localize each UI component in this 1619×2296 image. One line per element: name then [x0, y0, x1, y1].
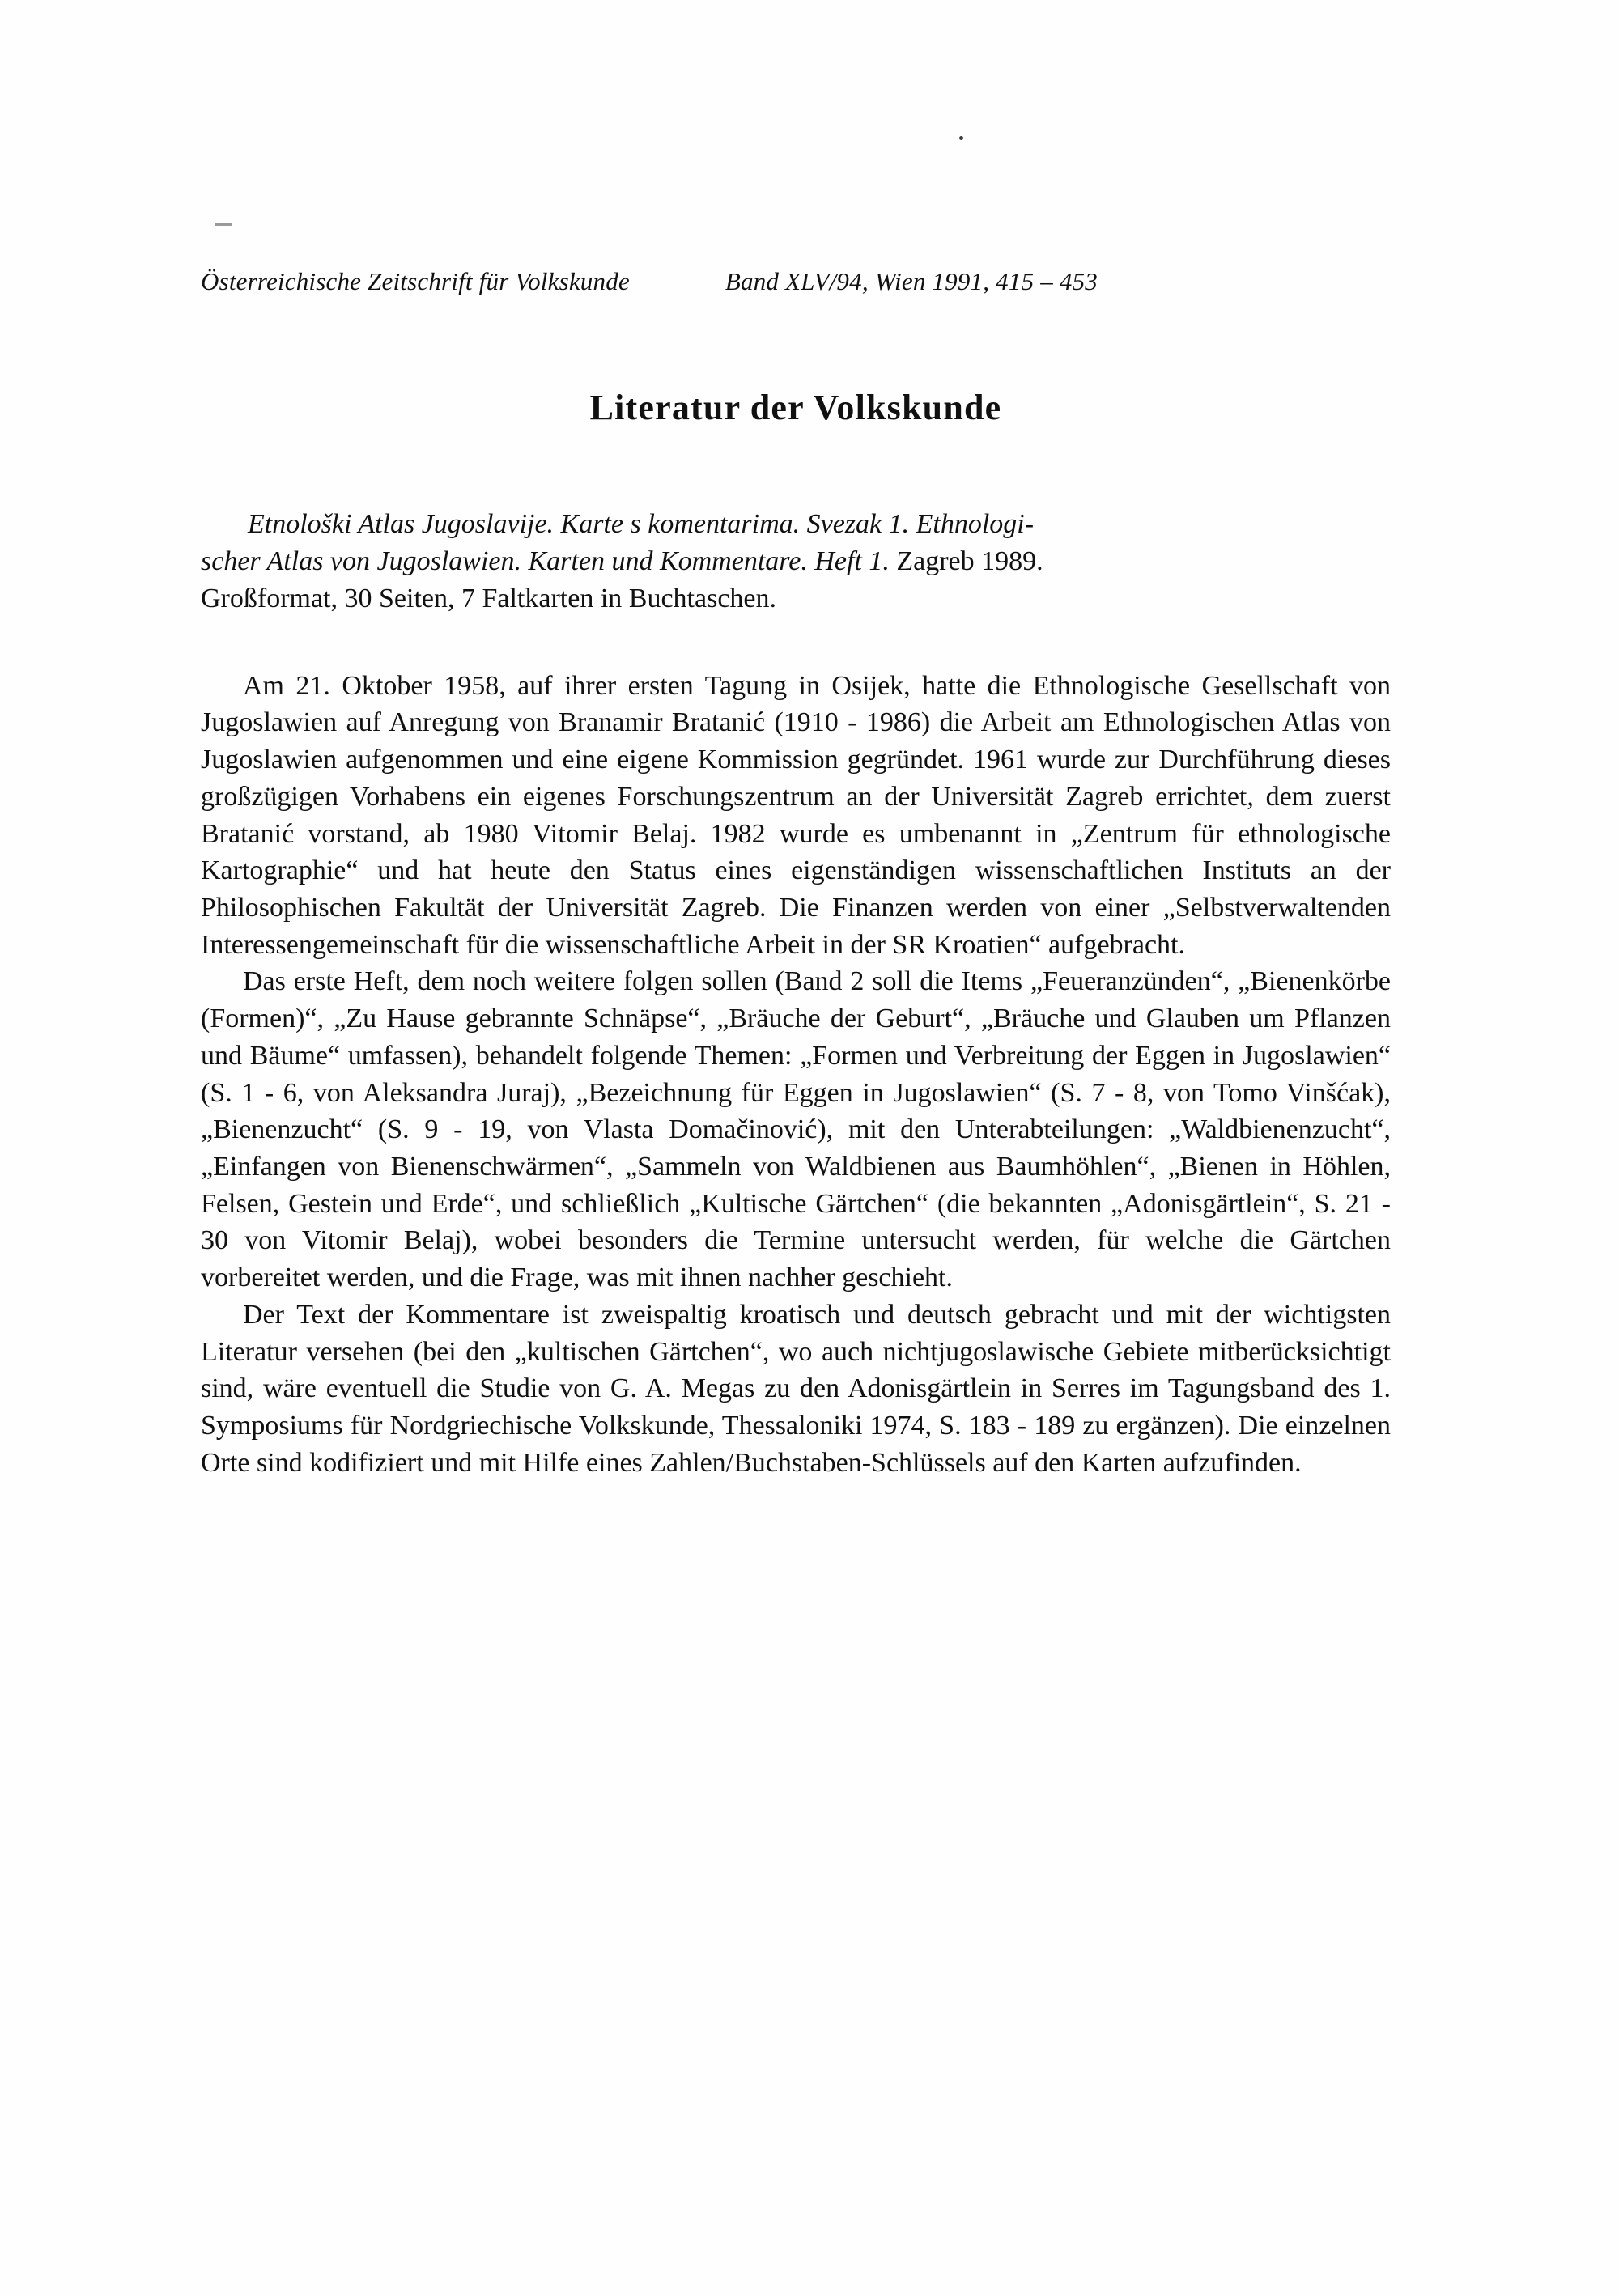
book-reference: [201, 506, 1391, 618]
reference-line-2-roman: Zagreb 1989.: [889, 545, 1043, 576]
page-title: Literatur der Volkskunde: [589, 388, 1002, 427]
journal-title: Österreichische Zeitschrift für Volkskunde: [201, 267, 630, 295]
scan-artifact-tick: [215, 223, 232, 226]
running-head: [201, 267, 1391, 296]
paragraph-2: [201, 963, 1391, 1296]
reference-line-1: Etnološki Atlas Jugoslavije. Karte s komentarima. Svezak 1. Ethnologi-: [248, 509, 1035, 539]
issue-reference: Band XLV/94, Wien 1991, 415 – 453: [725, 267, 1098, 295]
paragraph-1: [201, 668, 1391, 964]
paragraph-1-text: Am 21. Oktober 1958, auf ihrer ersten Tagung in Osijek, hatte die Ethnologische Gesellschaft von Jugoslawien auf Anregung von Branamir Bratanić (1910 - 1986) die Arbeit am Ethnologischen Atlas von Jugoslawien aufgenommen und eine eigene Kommission gegründet. 1961 wurde zur Durchführung dieses großzügigen Vorhabens ein eigenes Forschungszentrum an der Universität Zagreb errichtet, dem zuerst Bratanić vorstand, ab 1980 Vitomir Belaj. 1982 wurde es umbenannt in „Zentrum für ethnologische Kartographie“ und hat heute den Status eines eigenständigen wissenschaftlichen Instituts an der Philosophischen Fakultät der Universität Zagreb. Die Finanzen werden von einer „Selbstverwaltenden Interessengemeinschaft für die wissenschaftliche Arbeit in der SR Kroatien“ aufgebracht.: [201, 670, 1391, 960]
page-content: [201, 267, 1391, 1481]
paragraph-3: [201, 1297, 1391, 1482]
paragraph-2-text: Das erste Heft, dem noch weitere folgen sollen (Band 2 soll die Items „Feueranzünden“, „Bienenkörbe (Formen)“, „Zu Hause gebrannte Schnäpse“, „Bräuche der Geburt“, „Bräuche und Glauben um Pflanzen und Bäume“ umfassen), behandelt folgende Themen: „Formen und Verbreitung der Eggen in Jugoslawien“ (S. 1 - 6, von Aleksandra Juraj), „Bezeichnung für Eggen in Jugoslawien“ (S. 7 - 8, von Tomo Vinšćak), „Bienenzucht“ (S. 9 - 19, von Vlasta Domačinović), mit den Unterabteilungen: „Waldbienenzucht“, „Einfangen von Bienenschwärmen“, „Sammeln von Waldbienen aus Baumhöhlen“, „Bienen in Höhlen, Felsen, Gestein und Erde“, und schließlich „Kultische Gärtchen“ (die bekannten „Adonisgärtlein“, S. 21 - 30 von Vitomir Belaj), wobei besonders die Termine untersucht werden, für welche die Gärtchen vorbereitet werden, und die Frage, was mit ihnen nachher geschieht.: [201, 966, 1391, 1293]
reference-line-3: Großformat, 30 Seiten, 7 Faltkarten in Buchtaschen.: [201, 583, 776, 613]
reference-line-2-italic: scher Atlas von Jugoslawien. Karten und Kommentare. Heft 1.: [201, 545, 890, 576]
paragraph-3-text: Der Text der Kommentare ist zweispaltig kroatisch und deutsch gebracht und mit der wichtigsten Literatur versehen (bei den „kultischen Gärtchen“, wo auch nichtjugoslawische Gebiete mitberücksichtigt sind, wäre eventuell die Studie von G. A. Megas zu den Adonisgärtlein in Serres im Tagungsband des 1. Symposiums für Nordgriechische Volkskunde, Thessaloniki 1974, S. 183 - 189 zu ergänzen). Die einzelnen Orte sind kodifiziert und mit Hilfe eines Zahlen/Buchstaben-Schlüssels auf den Karten aufzufinden.: [201, 1299, 1391, 1478]
scan-artifact-dot: [959, 136, 963, 140]
